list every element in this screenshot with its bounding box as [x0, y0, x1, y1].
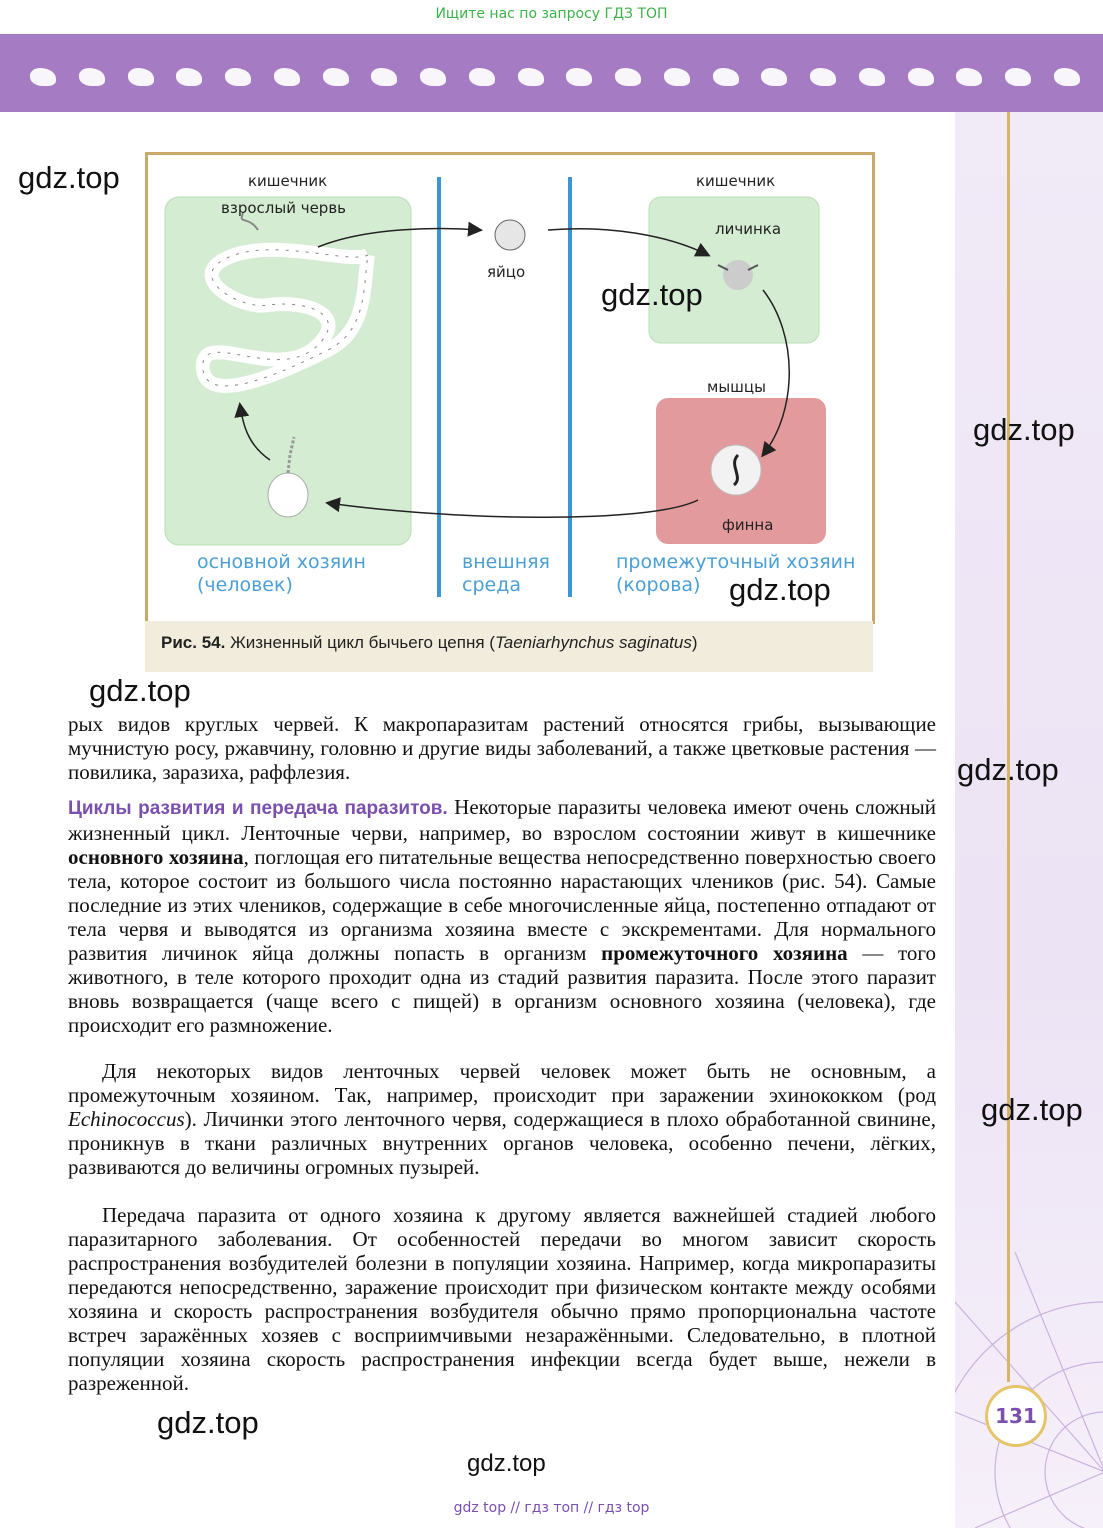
term-main-host: основного хозяина [68, 845, 244, 869]
watermark: gdz.top [467, 1450, 546, 1477]
animal-silhouettes [30, 68, 1080, 86]
proglottid [268, 473, 308, 517]
egg [495, 220, 525, 250]
watermark: gdz.top [18, 160, 120, 195]
main-host-label: основной хозяин (человек) [197, 551, 366, 596]
label-muscles: мышцы [707, 378, 766, 396]
animal-icon [79, 68, 105, 86]
animal-icon [761, 68, 787, 86]
decor-web [955, 112, 1103, 1528]
animal-icon [274, 68, 300, 86]
term-echinococcus: Echinococcus [68, 1107, 185, 1131]
animal-icon [615, 68, 641, 86]
caption-latin: Taeniarhynchus saginatus [494, 633, 692, 652]
animal-icon [810, 68, 836, 86]
caption-number: Рис. 54. [161, 633, 226, 652]
animal-icon [566, 68, 592, 86]
animal-icon [176, 68, 202, 86]
margin-gold-line [1007, 112, 1010, 1382]
animal-icon [956, 68, 982, 86]
watermark: gdz.top [981, 1092, 1083, 1127]
label-intestine-right: кишечник [696, 172, 776, 190]
figure-54 [145, 152, 875, 624]
paragraph-1: рых видов круглых червей. К макропаразитам растений относятся грибы, вызывающие мучнистую росу, ржавчину, головню и другие виды заболеваний, а также цветковые растения — повилика, заразиха, раффлезия. [68, 712, 936, 784]
animal-icon [128, 68, 154, 86]
header-banner [0, 34, 1103, 112]
footer-links: gdz top // гдз топ // гдз top [453, 1500, 650, 1516]
paragraph-4: Передача паразита от одного хозяина к другому является важнейшей стадией любого паразитарного заболевания. От особенностей передачи во многом зависит скорость распространения возбудителей болезни в популяции хозяина. Например, когда микропаразиты передаются непосредственно, заражение происходит при физическом контакте между особями хозяина и скорость распространения возбудителя обычно прямо пропорциональна частоте встреч заражённых хозяев с восприимчивыми незаражёнными. Следовательно, в плотной популяции хозяина скорость распространения инфекции всегда будет выше, нежели в разреженной. [68, 1203, 936, 1395]
watermark: gdz.top [729, 572, 831, 607]
animal-icon [518, 68, 544, 86]
caption-text: Жизненный цикл бычьего цепня ( [230, 633, 495, 652]
label-intestine-left: кишечник [248, 172, 328, 190]
animal-icon [30, 68, 56, 86]
intermediate-host-label: промежуточный хозяин (корова) [616, 551, 856, 596]
section-heading: Циклы развития и передача паразитов. [68, 798, 448, 819]
animal-icon [371, 68, 397, 86]
right-decor-band [955, 112, 1103, 1528]
animal-icon [420, 68, 446, 86]
divider-line [437, 177, 441, 597]
paragraph-3: Для некоторых видов ленточных червей человек может быть не основным, а промежуточным хозяином. Так, например, происходит при заражении эхинококком (род Echinococcus). Личинки этого ленточного червя, содержащиеся в плохо обработанной свинине, проникнув в ткани различных внутренних органов человека, особенно печени, лёгких, развиваются до величины огромных пузырей. [68, 1059, 936, 1179]
animal-icon [908, 68, 934, 86]
top-note: Ищите нас по запросу ГДЗ ТОП [435, 6, 668, 22]
animal-icon [859, 68, 885, 86]
animal-icon [1054, 68, 1080, 86]
term-intermediate-host: промежуточного хозяина [601, 941, 848, 965]
environment-label: внешняя среда [462, 551, 550, 596]
animal-icon [1005, 68, 1031, 86]
label-egg: яйцо [487, 263, 526, 281]
animal-icon [225, 68, 251, 86]
watermark: gdz.top [601, 277, 703, 312]
watermark: gdz.top [157, 1405, 259, 1440]
figure-caption: Рис. 54. Жизненный цикл бычьего цепня (Taeniarhynchus saginatus) [145, 621, 873, 672]
page-number: 131 [985, 1385, 1047, 1447]
watermark: gdz.top [957, 752, 1059, 787]
larva [723, 260, 753, 290]
label-finna: финна [722, 516, 774, 534]
divider-line [568, 177, 572, 597]
label-adult-worm: взрослый червь [221, 199, 347, 217]
animal-icon [323, 68, 349, 86]
label-larva: личинка [715, 220, 782, 238]
animal-icon [469, 68, 495, 86]
watermark: gdz.top [973, 412, 1075, 447]
paragraph-2: Циклы развития и передача паразитов. Некоторые паразиты человека имеют очень сложный жизненный цикл. Ленточные черви, например, во взрослом состоянии живут в кишечнике основного хозяина, поглощая его питательные вещества непосредственно поверхностью своего тела, которое состоит из большого числа постоянно нарастающих члеников (рис. 54). Самые последние из этих члеников, содержащие в себе многочисленные яйца, постепенно отпадают от тела червя и выводятся из организма хозяина вместе с экскрементами. Для нормального развития личинок яйца должны попасть в организм промежуточного хозяина — того животного, в теле которого проходит одна из стадий развития паразита. После этого паразит вновь возвращается (чаще всего с пищей) в организм основного хозяина (человека), где происходит его размножение. [68, 795, 936, 1037]
animal-icon [713, 68, 739, 86]
animal-icon [664, 68, 690, 86]
watermark: gdz.top [89, 673, 191, 708]
